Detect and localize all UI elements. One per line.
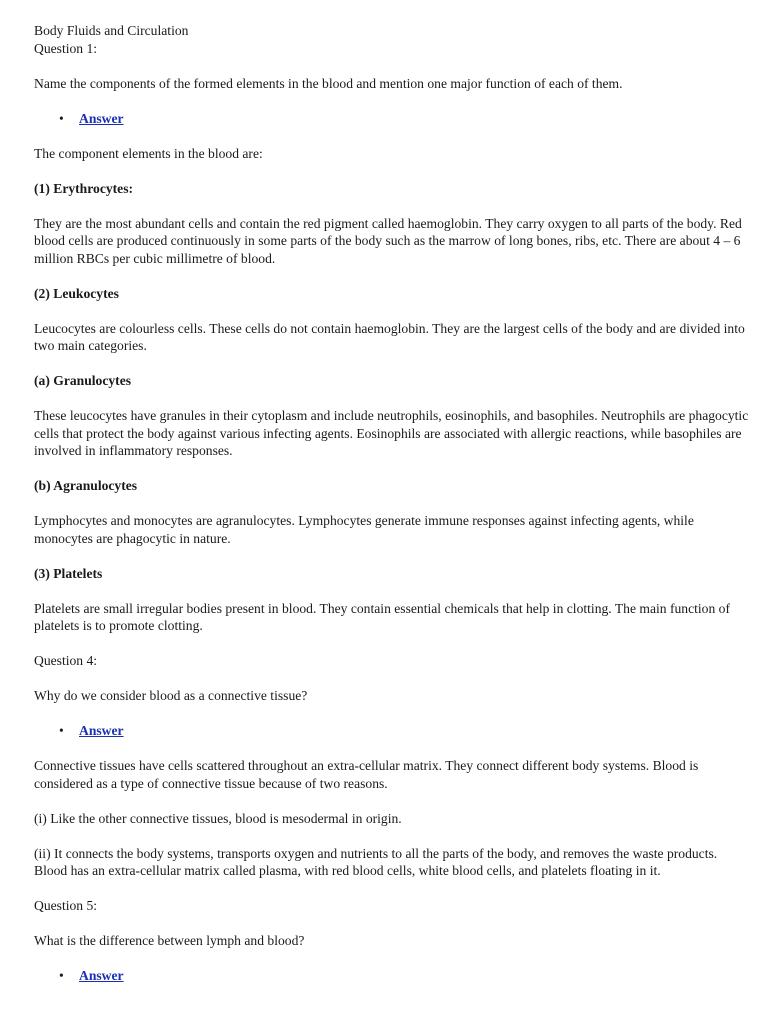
bullet-icon: • — [59, 110, 64, 126]
answer-intro: The component elements in the blood are: — [34, 145, 263, 161]
question-5-text: What is the difference between lymph and blood? — [34, 933, 305, 948]
answer-list-q1 — [34, 110, 750, 128]
question-1-text: Name the components of the formed elements in the blood and mention one major function of each of them. — [34, 75, 623, 91]
paragraph-agranulocytes: Lymphocytes and monocytes are agranulocytes. Lymphocytes generate immune responses against infecting agents, while monocytes are phagocytic in nature. — [34, 513, 694, 546]
answer-link-q4[interactable]: Answer — [79, 723, 124, 738]
list-item — [59, 967, 750, 985]
question-5-label: Question 5: — [34, 898, 98, 913]
heading-leukocytes: (2) Leukocytes — [34, 285, 119, 301]
paragraph-platelets: Platelets are small irregular bodies present in blood. They contain essential chemicals that help in clotting. The main function of platelets is to promote clotting. — [34, 600, 730, 633]
paragraph-reason-2: (ii) It connects the body systems, transports oxygen and nutrients to all the parts of the body, and removes the waste products. Blood has an extra-cellular matrix called plasma, with red blood cells, white blood cells, and platelets floating in it. — [34, 845, 718, 878]
answer-link-q5[interactable]: Answer — [79, 968, 124, 983]
answer-list-q5 — [34, 967, 750, 985]
bullet-icon: • — [59, 968, 64, 983]
list-item — [59, 722, 750, 740]
paragraph-erythrocytes: They are the most abundant cells and contain the red pigment called haemoglobin. They carry oxygen to all parts of the body. Red blood cells are produced continuously in some parts of the body such as the marrow of long bones, ribs, etc. There are about 4 – 6 million RBCs per cubic millimetre of blood. — [34, 215, 742, 266]
answer-link-q1[interactable]: Answer — [79, 110, 124, 126]
question-4-text: Why do we consider blood as a connective tissue? — [34, 688, 308, 703]
bullet-icon: • — [59, 723, 64, 738]
answer-list-q4 — [34, 722, 750, 740]
list-item — [59, 110, 750, 128]
document-page — [34, 22, 750, 985]
paragraph-leukocytes: Leucocytes are colourless cells. These cells do not contain haemoglobin. They are the largest cells of the body and are divided into two main categories. — [34, 320, 745, 353]
document-title: Body Fluids and Circulation — [34, 23, 189, 38]
heading-erythrocytes: (1) Erythrocytes: — [34, 180, 134, 196]
question-1-label: Question 1: — [34, 40, 98, 56]
paragraph-reason-1: (i) Like the other connective tissues, blood is mesodermal in origin. — [34, 810, 402, 826]
paragraph-granulocytes: These leucocytes have granules in their cytoplasm and include neutrophils, eosinophils, and basophiles. Neutrophils are phagocytic cells that protect the body against various infecting agents. Eosinophils are associated with allergic reactions, while basophiles are involved in inflammatory responses. — [34, 408, 749, 458]
paragraph-connective-tissue: Connective tissues have cells scattered throughout an extra-cellular matrix. They connect different body systems. Blood is considered as a type of connective tissue because of two reasons. — [34, 758, 699, 791]
question-4-label: Question 4: — [34, 653, 98, 668]
heading-agranulocytes: (b) Agranulocytes — [34, 478, 138, 493]
heading-platelets: (3) Platelets — [34, 565, 103, 581]
heading-granulocytes: (a) Granulocytes — [34, 373, 132, 388]
